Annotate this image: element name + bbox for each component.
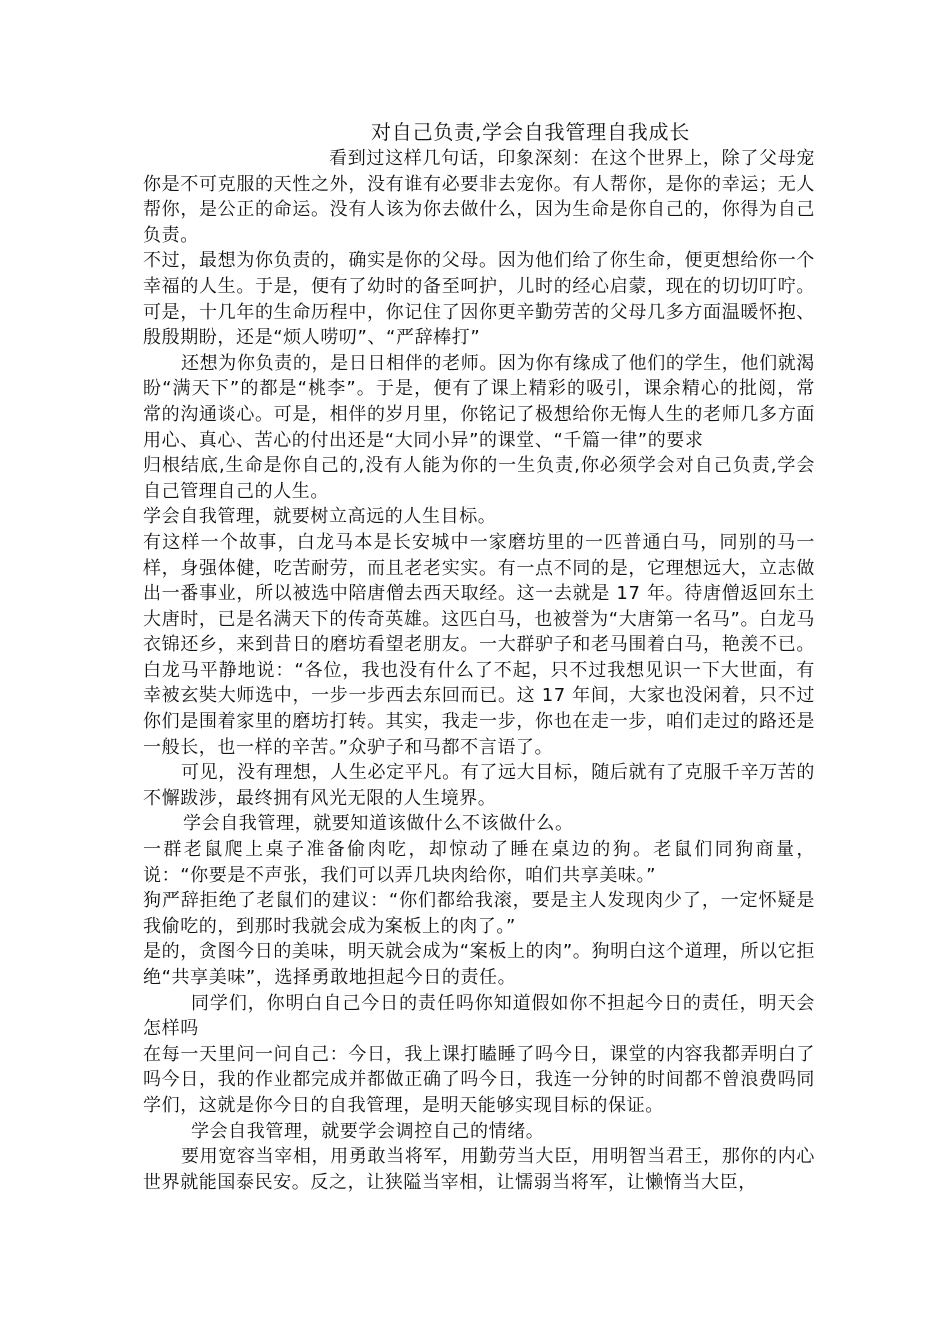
paragraph-question: 同学们，你明白自己今日的责任吗你知道假如你不担起今日的责任，明天会怎样吗 <box>143 992 815 1040</box>
paragraph-intro: 看到过这样几句话，印象深刻：在这个世界上，除了父母宠你是不可克服的天性之外，没有谁有必要非去宠你。有人帮你，是你的幸运；无人帮你，是公正的命运。没有人该为你去做什么，因为生命是你自己的，你得为自己负责。 <box>143 148 815 246</box>
document-title: 对自己负责,学会自我管理自我成长 <box>371 120 691 144</box>
paragraph-mice-story: 一群老鼠爬上桌子准备偷肉吃，却惊动了睡在桌边的狗。老鼠们同狗商量，说：“你要是不声张，我们可以弄几块肉给你，咱们共享美味。” <box>143 839 815 886</box>
paragraph-responsibility: 是的，贪图今日的美味，明天就会成为“案板上的肉”。狗明白这个道理，所以它拒绝“共享美味”，选择勇敢地担起今日的责任。 <box>143 941 815 988</box>
paragraph-conclusion: 归根结底,生命是你自己的,没有人能为你的一生负责,你必须学会对自己负责,学会自己管理自己的人生。 <box>143 455 815 502</box>
paragraph-parents: 不过，最想为你负责的，确实是你的父母。因为他们给了你生命，便更想给你一个幸福的人生。于是，便有了幼时的备至呵护，儿时的经心启蒙，现在的切切叮咛。可是，十几年的生命历程中，你记住了因你更辛勤劳苦的父母几多方面温暖怀抱、殷殷期盼，还是“烦人唠叨”、“严辞棒打” <box>143 250 815 349</box>
paragraph-heading-emotions: 学会自我管理，就要学会调控自己的情绪。 <box>191 1120 545 1142</box>
paragraph-teachers: 还想为你负责的，是日日相伴的老师。因为你有缘成了他们的学生，他们就渴盼“满天下”的都是“桃李”。于是，便有了课上精彩的吸引，课余精心的批阅，常常的沟通谈心。可是，相伴的岁月里，你铭记了极想给你无悔人生的老师几多方面用心、真心、苦心的付出还是“大同小异”的课堂、“千篇一律”的要求 <box>143 352 815 451</box>
paragraph-daily-check: 在每一天里问一问自己：今日，我上课打瞌睡了吗今日，课堂的内容我都弄明白了吗今日，我的作业都完成并都做正确了吗今日，我连一分钟的时间都不曾浪费吗同学们，这就是你今日的自我管理，是明天能够实现目标的保证。 <box>143 1043 815 1116</box>
paragraph-white-horse-story: 有这样一个故事，白龙马本是长安城中一家磨坊里的一匹普通白马，同别的马一样，身强体健，吃苦耐劳，而且老老实实。有一点不同的是，它理想远大，立志做出一番事业，所以被选中陪唐僧去西天取经。这一去就是 17 年。待唐僧返回东土大唐时，已是名满天下的传奇英雄。这匹白马，也被誉为“大唐第一名马”。白龙马衣锦还乡，来到昔日的磨坊看望老朋友。一大群驴子和老马围着白马，艳羡不已。白龙马平静地说：“各位，我也没有什么了不起，只不过我想见识一下大世面，有幸被玄奘大师选中，一步一步西去东回而已。这 17 年间，大家也没闲着，只不过你们是围着家里的磨坊打转。其实，我走一步，你也在走一步，咱们走过的路还是一般长，也一样的辛苦。”众驴子和马都不言语了。 <box>143 531 815 758</box>
paragraph-dog-refusal: 狗严辞拒绝了老鼠们的建议：“你们都给我滚，要是主人发现肉少了，一定怀疑是我偷吃的，到那时我就会成为案板上的肉了。” <box>143 890 815 937</box>
paragraph-heading-goals: 学会自我管理，就要树立高远的人生目标。 <box>143 506 497 528</box>
document-page <box>143 118 815 1195</box>
paragraph-inner-world: 要用宽容当宰相，用勇敢当将军，用勤劳当大臣，用明智当君王，那你的内心世界就能国泰民安。反之，让狭隘当宰相，让懦弱当将军，让懒惰当大臣， <box>143 1146 815 1193</box>
paragraph-heading-duties: 学会自我管理，就要知道该做什么不该做什么。 <box>183 813 574 835</box>
paragraph-ideals: 可见，没有理想，人生必定平凡。有了远大目标，随后就有了克服千辛万苦的不懈跋涉，最终拥有风光无限的人生境界。 <box>143 762 815 809</box>
